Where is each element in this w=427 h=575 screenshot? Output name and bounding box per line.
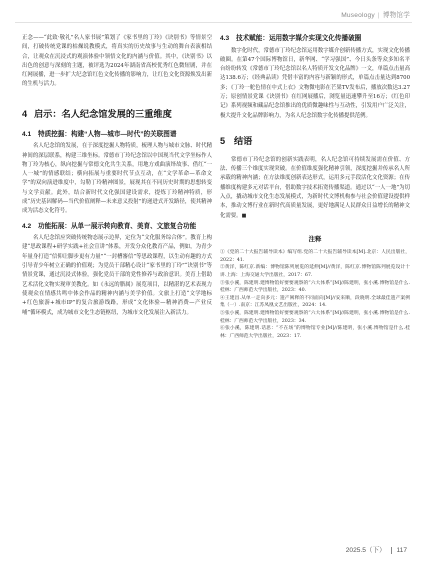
subsection-4-2-heading: [22, 222, 212, 233]
running-header: [341, 11, 410, 20]
note-item: ④王建昌.从单一走向多元：遗产阐释的不同面向[M]//安来顺，段晓明.全球最佳遗产案例集（一）.南京：江苏凤凰文艺出版社，2024：14.: [220, 295, 410, 309]
note-item: ②黄洋，陈红京.新编：博物馆陈列展览的延伸[M]//黄洋，陈红京.博物馆陈列展览设计十讲.上海：上海交通大学出版社，2017：67.: [220, 265, 410, 279]
subsection-4-1-heading: [22, 130, 212, 141]
note-item: ①《党的二十大报告辅导读本》编写组.党的二十大报告辅导读本[M].北京：人民出版社，2022：41.: [220, 250, 410, 263]
header-separator: |: [377, 12, 380, 19]
end-mark: ■: [241, 212, 247, 219]
paragraph-conclusion: [220, 156, 410, 221]
section-title: 启示：名人纪念馆发展的三重维度: [34, 108, 172, 119]
section-5-heading: [220, 135, 410, 147]
note-item: ⑤张小溪，陈建明.建博物馆好要要观察的“六大体系”[M]//陈建明，张小溪.博物馆是什么.桂林：广西师范大学出版社，2023：34.: [220, 311, 410, 324]
section-title: 结语: [234, 135, 253, 146]
subsection-title: 功能拓展：从单一展示转向教育、美育、文旅复合功能: [38, 222, 197, 230]
notes-list: [220, 249, 410, 340]
subsection-title: 特质挖掘：构建“人物—城市—时代”的关联图谱: [38, 130, 177, 138]
page-footer: [346, 546, 407, 555]
subsection-title: 技术赋能：运用数字媒介实现文化传播破圈: [236, 35, 362, 42]
section-name: 博物馆学: [382, 12, 410, 19]
paragraph-carryover: 正念——“此致·敬礼”名人家书展”策划了《家书里的丁玲》《诀别书》等情景空间，打破传统党课的枯燥说教模式，将真实的历史故事与生动的舞台表演相结合，让观众在沉浸式的观演体验中领悟文化的内涵与价值。其中，《诀别书》以出色的创意与深刻的主题，被评选为2024年湖南省高校优秀红色微短剧，并在红网展播，进一步扩大纪念馆红色文化传播的影响力，让红色文化资源焕发出新的生机与活力。: [22, 35, 212, 88]
footer-divider: [391, 547, 392, 554]
section-number: 4: [22, 108, 28, 119]
subsection-number: 4.2: [22, 222, 32, 230]
left-column: [22, 34, 212, 318]
section-number: 5: [220, 135, 226, 146]
subsection-4-3-heading: [220, 34, 410, 45]
section-4-heading: [22, 108, 212, 120]
paragraph-4-3: 数字化时代，常德市丁玲纪念馆运用数字媒介创新传播方式，实现文化传播破圈。在第47个国际博物馆日，新华网、“学习强国”、今日头条等众多知名平台纷纷转发《常德市丁玲纪念馆以名人特质开发文化品牌》一文，单篇点击量高达138.6万；《经典品读》凭借丰富的内容与新颖的形式，单篇点击量达到8700多；《丁玲一舵色情在中式上衣》文物微电影在芒果TV发布后，播放次数达3.27万；原创情景党课《诀别书》在红网展播后，浏览量迅速攀升至16万；《红色印记》系列视频和藏品纪念馆推出的优质微趣味性与互动性，引发用户广泛关注，极大提升文化品牌影响力，为名人纪念馆数字化传播提供范例。: [220, 47, 410, 119]
note-item: ⑥张小溪，陈建明.话思：“不在场”的博物馆专业[M]//陈建明，张小溪.博物馆是什么.桂林：广西师范大学出版社，2023：17.: [220, 326, 410, 339]
magazine-name: Museology: [341, 12, 375, 19]
conclusion-text: 常德市丁玲纪念馆的创新实践表明，名人纪念馆可持续发展需在价值、方法、传播三个维度实现突破。在价值维度强化精神引领，深度挖掘并传承名人所承载的精神内涵；在方法维度创新表达形式，运用多元手段活化文化资源；在传播维度构建多元对话平台，借助数字技术拓宽传播渠道。通过以“一人一地”为切入点，撬动城市文化生态发展模式，为新时代文博机构参与社会价值建设提供样本，推动文博行业在新时代高质量发展，更好地满足人民群众日益增长的精神文化需要。: [220, 156, 410, 219]
right-column: [220, 34, 410, 340]
page-number: 117: [396, 547, 407, 554]
paragraph-4-2: 名人纪念馆应突破传统物态展示边界，定位为“文化服务综合体”。教育上构建“思政课程+研学实践+社会宣讲”体系，开发分众化教育产品，例如，为青少年量身打造“信仰让脚步更有力量”“一封槽審信”等思政课程，以生动有趣的方式引导青少年树立正确的价值观；为党员干部精心设计“家书里的丁玲”“诀别书”等情景党课，通过沉浸式体验，强化党员干部的党性修养与政治意识。美育上借助艺术活化文物实现审美教化。如《永远的腊属》展览项目，以精湛的艺术表现力使观众在情感共鸣中体会作品的精神内涵与美学价值。文旅上打造“文学地标+红色旅游+城市IP”的复合旅游线路，形成“文化体验—精神消费—产业反哺”循环模式，成为城市文化生态链枢纽，为城市文化发展注入新活力。: [22, 235, 212, 316]
subsection-number: 4.3: [220, 35, 230, 42]
notes-title: 注释: [308, 235, 322, 243]
issue-label: 2025.5（下）: [345, 547, 386, 554]
paragraph-4-1: 名人纪念馆的发展，在于深度挖掘人物特质，梳理人物与城市文脉、时代精神间的深层联系，构建三维坐标。常德市丁玲纪念馆以中国现当代文学坐标作人物丁玲为核心，纵向挖掘与常德文化共生关系，用地方戏曲演绎故事、借红“一人一城”的情感联结；横向拓展与重要时代节点互动，在“文学革命—革命文学”的双向演进维度中，勾勒丁玲精神图景，展现其在不同历史时期的思想转变与文学贡献。此外，结合新时代文化强国建设需求，提炼丁玲精神特质，形成“历史基因解码—当代价值阐释—未来意义投射”的递进式开发路径，使其精神成为活态文化符号。: [22, 143, 212, 215]
subsection-number: 4.1: [22, 130, 32, 138]
header-rule: [15, 22, 412, 23]
note-item: ③张小溪，陈建明.建博物馆好要要观察的“六大体系”[M]//陈建明，张小溪.博物馆是什么.桂林：广西师范大学出版社，2023：40.: [220, 280, 410, 294]
